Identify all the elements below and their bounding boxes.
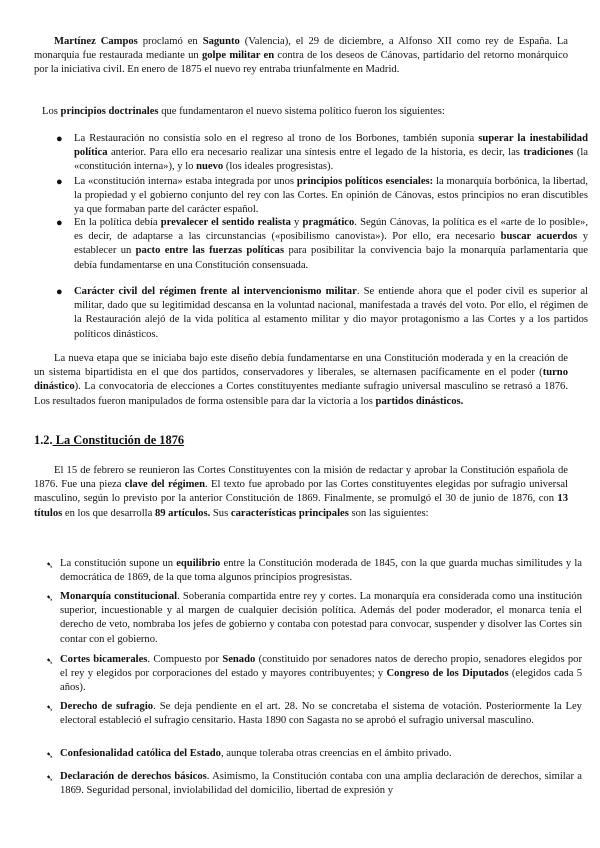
intro-bold-2: Sagunto	[202, 36, 240, 47]
feature-text: (constituido por senadores natos de derecho propio, senadores elegidos por el rey y elegidos por corporaciones del estado y mayores contribuyentes; y	[60, 654, 583, 680]
section-title: La Constitución de 1876	[52, 433, 185, 447]
arrow-bullet-icon: ➷	[46, 703, 54, 713]
principle-bold: nuevo	[196, 161, 224, 173]
round-bullet-icon: ●	[56, 176, 63, 188]
principle-text: . Según Cánovas, la política es el «arte de lo posible», es decir, de adaptarse a las circunstancias («posibilismo canovista»). Por ello, era necesario	[74, 217, 588, 243]
new-stage-bold: partidos dinásticos.	[375, 395, 464, 407]
arrow-bullet-icon: ➷	[46, 593, 54, 603]
new-stage-text: ). La convocatoria de elecciones a Cortes constituyentes mediante sufragio universal masculino se retrasó a 1876. Los resultados fueron manipulados de forma ostensible para dar la victoria a los	[34, 381, 568, 407]
principle-bold: prevalecer el sentido realista	[160, 217, 291, 228]
feature-item	[46, 770, 582, 798]
feature-bold: Congreso de los Diputados	[386, 668, 509, 680]
principle-text: La «constitución interna» estaba integrada por unos	[74, 176, 297, 187]
doctrinal-text-2: que fundamentaron el nuevo sistema político fueron los siguientes:	[158, 106, 445, 117]
principle-text: la monarquía borbónica, la libertad, la propiedad y el gobierno conjunto del rey con las Cortes. En opinión de Cánovas, estos principios no eran discutibles ya que formaban parte del carácter español.	[74, 176, 588, 216]
principle-bold: buscar acuerdos	[500, 231, 578, 243]
new-stage-bold: turno dinástico	[34, 367, 568, 393]
constitution-text: El 15 de febrero se reunieron las Cortes Constituyentes con la misión de redactar y aprobar la Constitución española de 1876. Fue una pieza	[34, 465, 568, 491]
feature-item	[46, 700, 582, 728]
principle-bold: superar la inestabilidad política	[74, 133, 588, 159]
principle-item	[56, 216, 588, 273]
principle-text: para posibilitar la convivencia bajo la monarquía parlamentaria que debía fundamentarse en una Constitución consensuada.	[74, 245, 588, 271]
feature-bold: equilibrio	[176, 558, 221, 569]
section-heading	[34, 433, 184, 447]
constitution-text: Sus	[210, 507, 231, 519]
intro-text-3: contra de los deseos de Cánovas, partidario del retorno monárquico por la iniciativa civil. En enero de 1875 el nuevo rey entraba triunfalmente en Madrid.	[34, 50, 568, 76]
arrow-bullet-icon: ➷	[46, 656, 54, 666]
feature-text: . Compuesto por	[147, 654, 223, 665]
doctrinal-text-1: Los	[42, 106, 61, 117]
feature-text: . Se deja pendiente en el art. 28. No se concretaba el sistema de votación. Posteriormente la Ley electoral estableció el sufragio censitario. Hasta 1890 con Sagasta no se aprobó el sufragio universal masculino.	[60, 701, 582, 727]
principle-bold: Carácter civil del régimen frente al intervencionismo militar	[74, 286, 357, 297]
arrow-bullet-icon: ➷	[46, 560, 54, 570]
feature-item	[46, 653, 582, 696]
principle-bold: principios políticos esenciales:	[296, 176, 434, 187]
feature-item	[46, 557, 582, 585]
arrow-bullet-icon: ➷	[46, 750, 54, 760]
feature-item	[46, 590, 582, 647]
section-number: 1.2.	[34, 433, 53, 447]
principle-text: y	[290, 217, 303, 228]
arrow-bullet-icon: ➷	[46, 773, 54, 783]
feature-text: entre la Constitución moderada de 1845, con la que guarda muchas similitudes y la democrática de 1869, de la que toma algunos principios progresistas.	[60, 558, 582, 584]
intro-text-1: proclamó en	[137, 36, 203, 47]
feature-text: (elegidos cada 5 años).	[60, 668, 582, 694]
constitution-bold: 13 títulos	[34, 493, 568, 519]
round-bullet-icon: ●	[56, 133, 63, 145]
principle-bold: pragmático	[302, 217, 355, 228]
principle-text: (la «constitución interna»), y lo	[74, 147, 588, 173]
constitution-bold: 89 artículos.	[154, 507, 211, 519]
constitution-bold: características principales	[230, 507, 349, 519]
feature-bold: Derecho de sufragio	[60, 701, 154, 712]
intro-bold-3: golpe militar en	[201, 50, 275, 62]
doctrinal-bold: principios doctrinales	[60, 106, 159, 117]
doctrinal-intro	[34, 105, 568, 119]
round-bullet-icon: ●	[56, 217, 63, 229]
intro-paragraph	[34, 35, 568, 78]
principle-item	[56, 285, 588, 342]
feature-bold: Declaración de derechos básicos	[60, 771, 207, 782]
constitution-intro	[34, 464, 568, 521]
feature-text: . Soberanía compartida entre rey y cortes. La monarquía era considerada como una institución superior, incuestionable y al margen de cualquier decisión política. Además del poder moderador, el monarca tenía el derecho de veto, nombraba los jefes de gobierno y contaba con potestad para convocar, suspender y disolver las Cortes sin contar con el gobierno.	[60, 591, 582, 645]
intro-bold-1: Martínez Campos	[54, 36, 138, 47]
intro-text-2: (Valencia), el 29 de diciembre, a Alfonso XII como rey de España. La monarquía fue restaurada mediante un	[34, 36, 569, 62]
feature-bold: Senado	[222, 654, 256, 665]
feature-bold: Confesionalidad católica del Estado	[60, 748, 221, 759]
principle-item	[56, 175, 588, 218]
principle-text: y establecer un	[74, 231, 589, 257]
principle-bold: tradiciones	[523, 147, 574, 159]
principle-text: (los ideales progresistas).	[223, 161, 334, 173]
feature-bold: Monarquía constitucional	[60, 591, 178, 602]
feature-text: La constitución supone un	[60, 558, 177, 569]
feature-bold: Cortes bicamerales	[60, 654, 148, 665]
round-bullet-icon: ●	[56, 286, 63, 298]
principle-text: En la política debía	[74, 217, 161, 228]
new-stage-paragraph	[34, 352, 568, 409]
new-stage-text: La nueva etapa que se iniciaba bajo este diseño debía fundamentarse en una Constitución moderada y en la creación de un sistema bipartidista en el que dos partidos, conservadores y liberales, se alternasen pacíficamente en el poder (	[34, 353, 568, 379]
feature-text: . Asimismo, la Constitución contaba con una amplia declaración de derechos, similar a 1869. Seguridad personal, inviolabilidad del domicilio, libertad de expresión y	[60, 771, 582, 797]
principle-text: . Se entiende ahora que el poder civil es superior al militar, dado que su legitimidad descansa en la voluntad nacional, manifestada a través del voto. Por ello, el régimen de la Restauración alejó de la vida política al estamento militar y dio mayor protagonismo a las Cortes y a los partidos políticos dinásticos.	[74, 286, 588, 340]
feature-item	[46, 747, 582, 761]
constitution-bold: clave del régimen	[124, 479, 206, 491]
feature-text: , aunque toleraba otras creencias en el ámbito privado.	[220, 748, 452, 759]
constitution-text: en los que desarrolla	[62, 507, 155, 519]
constitution-text: . El texto fue aprobado por las Cortes constituyentes elegidas por sufragio universal masculino, según lo previsto por la anterior Constitución de 1869. Finalmente, se promulgó el 30 de junio de 1876, con	[34, 479, 568, 505]
constitution-text: son las siguientes:	[348, 507, 429, 519]
principle-item	[56, 132, 588, 175]
principle-text: anterior. Para ello era necesario realizar una síntesis entre el legado de la historia, es decir, las	[107, 147, 524, 159]
principle-text: La Restauración no consistía solo en el regreso al trono de los Borbones, también suponía	[74, 133, 479, 144]
principle-bold: pacto entre las fuerzas políticas	[135, 245, 285, 257]
